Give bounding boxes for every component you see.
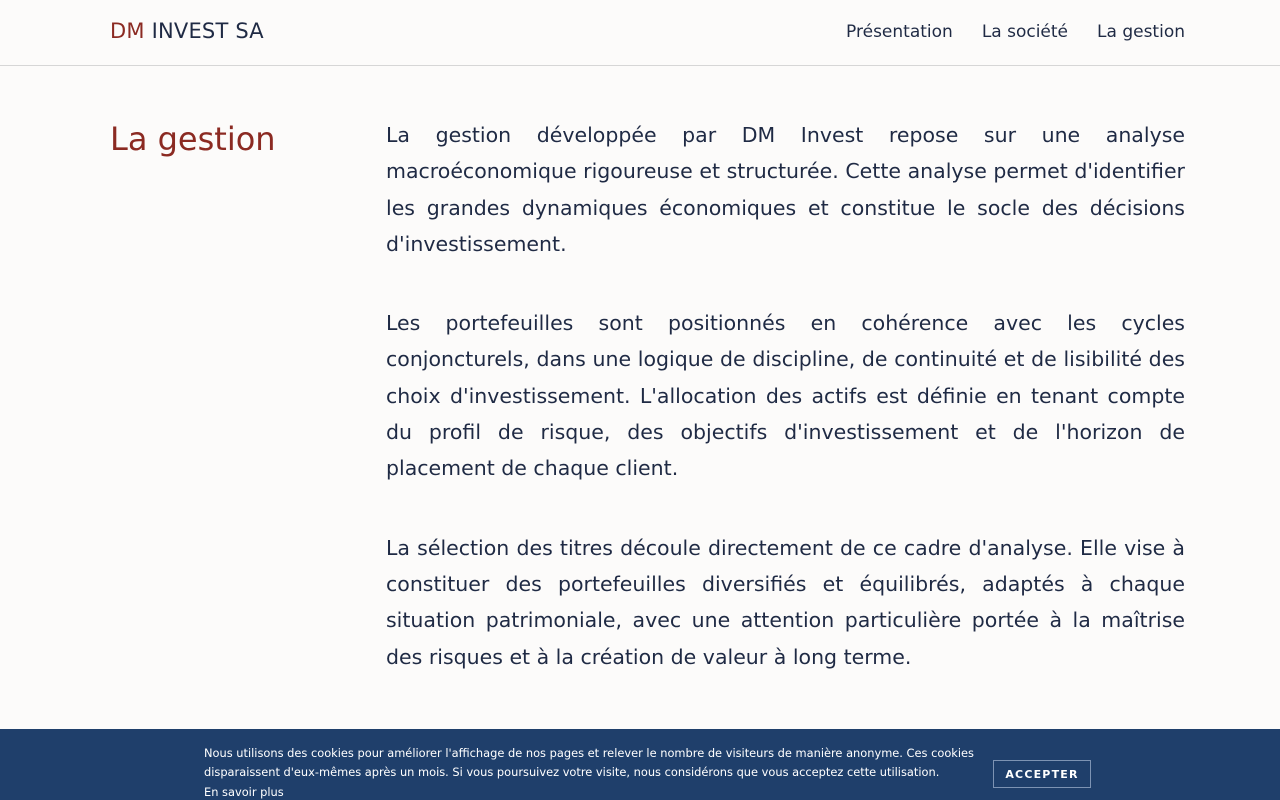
learn-more-link[interactable]: En savoir plus bbox=[204, 785, 284, 799]
nav-item-presentation[interactable]: Présentation bbox=[846, 22, 953, 42]
cookie-message: Nous utilisons des cookies pour améliorer l'affichage de nos pages et relever le nombre de visiteurs de manière anonyme. Ces cookies disparaissent d'eux-mêmes après un mois. Si vous poursuivez votre visite, nous considérons que vous acceptez cette utilisation. bbox=[204, 746, 974, 779]
main-nav bbox=[846, 22, 1185, 42]
paragraph-3: La sélection des titres découle directement de ce cadre d'analyse. Elle vise à constituer des portefeuilles diversifiés et équilibrés, adaptés à chaque situation patrimoniale, avec une attention particulière portée à la maîtrise des risques et à la création de valeur à long terme. bbox=[386, 535, 1185, 669]
paragraph-2: Les portefeuilles sont positionnés en cohérence avec les cycles conjoncturels, dans une logique de discipline, de continuité et de lisibilité des choix d'investissement. L'allocation des actifs est définie en tenant compte du profil de risque, des objectifs d'investissement et de l'horizon de placement de chaque client. bbox=[386, 311, 1185, 481]
section-title: La gestion bbox=[110, 120, 276, 158]
main-content bbox=[386, 117, 1185, 718]
site-header bbox=[0, 0, 1280, 66]
cookie-banner bbox=[0, 729, 1280, 800]
brand-name: INVEST SA bbox=[144, 19, 264, 43]
brand-accent: DM bbox=[110, 19, 145, 43]
nav-item-la-gestion[interactable]: La gestion bbox=[1097, 22, 1185, 42]
brand-logo[interactable] bbox=[110, 19, 264, 43]
paragraph-1: La gestion développée par DM Invest repose sur une analyse macroéconomique rigoureuse et structurée. Cette analyse permet d'identifier les grandes dynamiques économiques et constitue le socle des décisions d'investissement. bbox=[386, 123, 1185, 256]
accept-cookies-button[interactable]: ACCEPTER bbox=[993, 760, 1091, 788]
nav-item-la-societe[interactable]: La société bbox=[981, 22, 1069, 42]
